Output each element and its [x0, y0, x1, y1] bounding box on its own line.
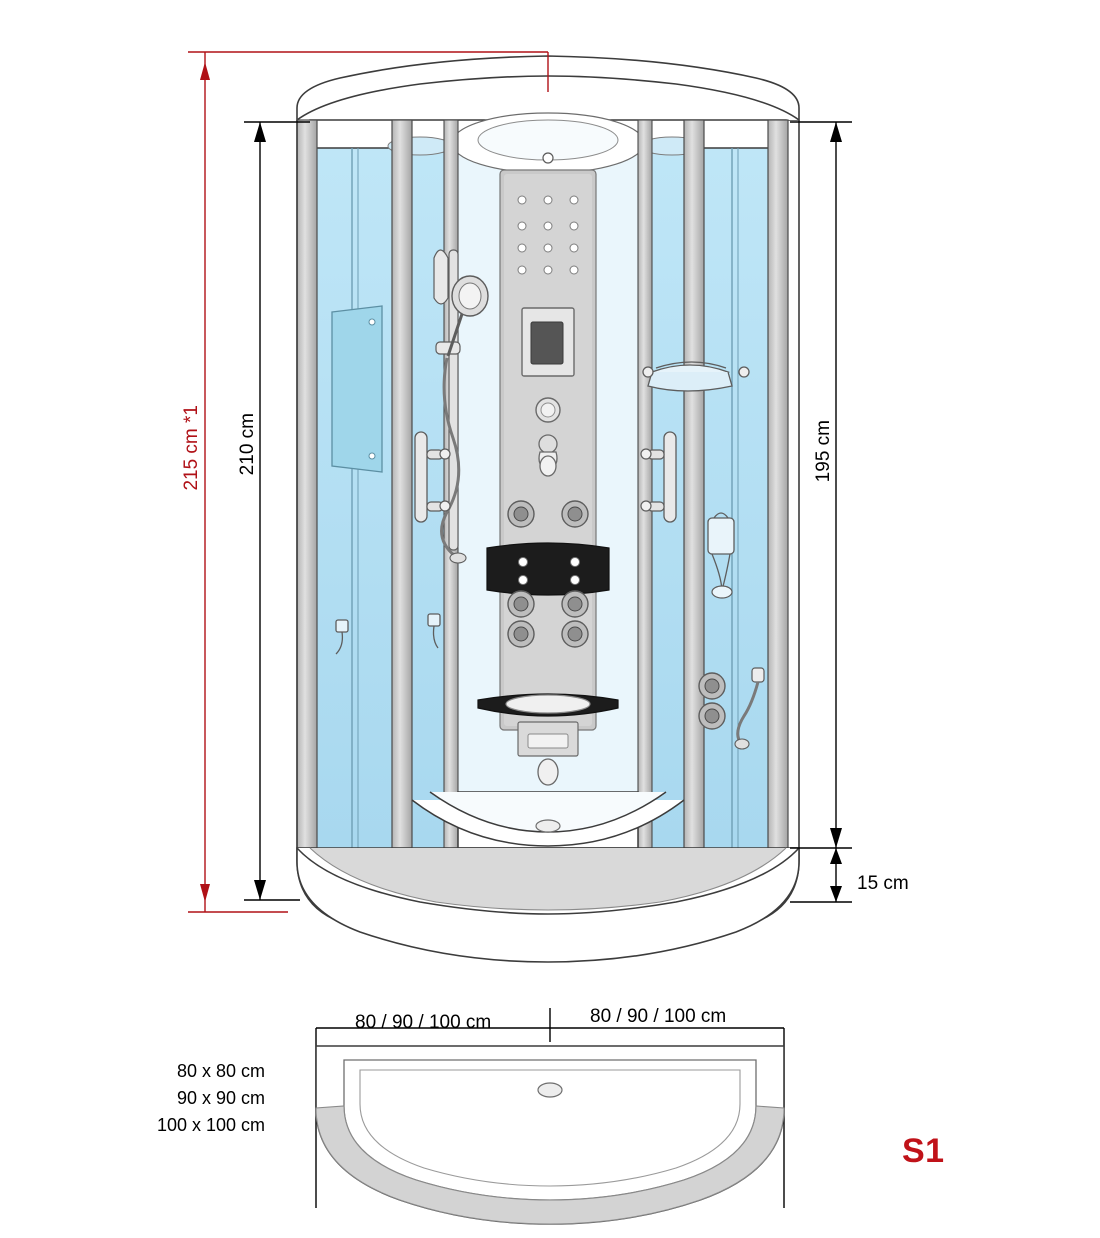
- tray-size-80: 80 x 80 cm: [176, 1061, 265, 1081]
- dim-cabin-height: 210 cm: [237, 413, 258, 476]
- left-mirror-panel: [332, 306, 382, 472]
- plan-dim-right: 80 / 90 / 100 cm: [590, 1006, 727, 1027]
- dim-total-height: 215 cm *1: [181, 405, 202, 491]
- tray-size-100: 100 x 100 cm: [156, 1115, 265, 1135]
- plan-dim-left: 80 / 90 / 100 cm: [355, 1012, 492, 1033]
- model-code: S1: [902, 1132, 945, 1170]
- tray-size-list: [60, 1058, 265, 1139]
- tray-plan: [316, 1046, 784, 1224]
- dim-tray-height: 15 cm: [857, 873, 909, 894]
- tray-size-90: 90 x 90 cm: [176, 1088, 265, 1108]
- dim-glass-height: 195 cm: [813, 420, 834, 483]
- shower-tray-base: [297, 848, 799, 962]
